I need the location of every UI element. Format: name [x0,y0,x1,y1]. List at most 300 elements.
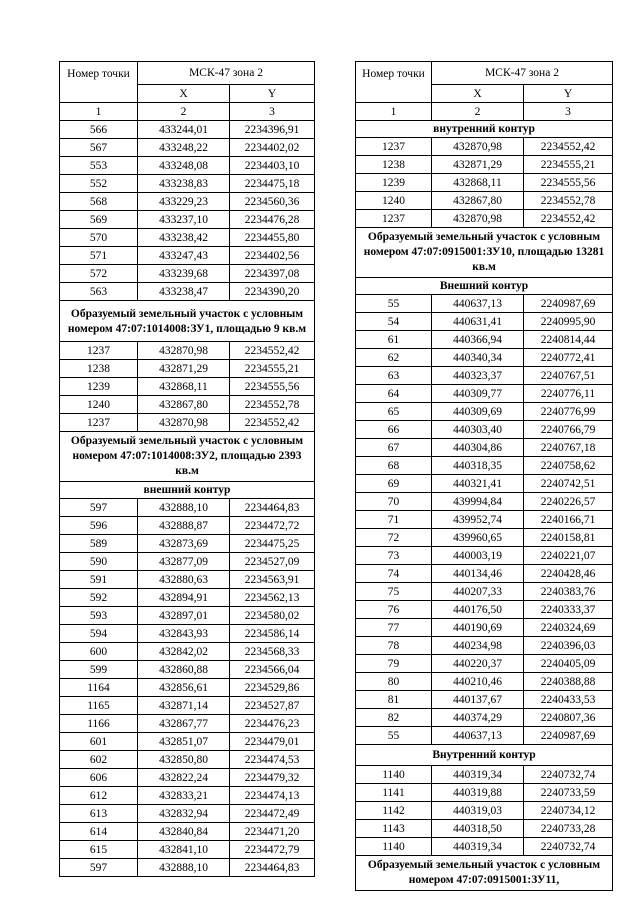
x-coordinate-cell: 432871,29 [138,360,230,378]
column-number-3: 3 [524,103,613,121]
table-row [60,193,315,211]
table-row [60,342,315,360]
y-coordinate-cell: 2234552,42 [524,210,613,228]
table-row [60,733,315,751]
x-coordinate-cell: 440323,37 [432,367,524,385]
point-number-cell: 568 [60,193,138,211]
x-header: X [432,85,524,103]
y-coordinate-cell: 2234560,36 [230,193,315,211]
point-number-cell: 606 [60,769,138,787]
x-coordinate-cell: 440637,13 [432,727,524,745]
y-coordinate-cell: 2234475,18 [230,175,315,193]
table-row [60,175,315,193]
point-number-cell: 1238 [356,156,432,174]
table-row [60,360,315,378]
y-coordinate-cell: 2240767,18 [524,439,613,457]
point-number-cell: 70 [356,493,432,511]
point-number-header: Номер точки [356,62,432,103]
point-number-cell: 1142 [356,802,432,820]
contour-heading-row [356,278,613,295]
y-coordinate-cell: 2240388,88 [524,673,613,691]
x-coordinate-cell: 439952,74 [432,511,524,529]
y-coordinate-cell: 2234580,02 [230,607,315,625]
point-number-cell: 553 [60,157,138,175]
parcel-heading-row [60,301,315,342]
table-row [356,138,613,156]
point-number-cell: 65 [356,403,432,421]
x-coordinate-cell: 440319,34 [432,838,524,856]
table-row [356,493,613,511]
x-coordinate-cell: 440137,67 [432,691,524,709]
left-table-body [60,62,315,877]
point-number-cell: 1141 [356,784,432,802]
x-coordinate-cell: 432851,07 [138,733,230,751]
coordinates-table-left [59,61,315,877]
y-coordinate-cell: 2240166,71 [524,511,613,529]
contour-heading: внутренний контур [356,121,613,138]
y-coordinate-cell: 2240226,57 [524,493,613,511]
x-coordinate-cell: 432871,14 [138,697,230,715]
x-coordinate-cell: 433238,47 [138,283,230,301]
y-coordinate-cell: 2234527,09 [230,553,315,571]
table-row [60,661,315,679]
x-coordinate-cell: 432870,98 [432,210,524,228]
parcel-heading-row [356,228,613,278]
point-number-cell: 1165 [60,697,138,715]
point-number-cell: 552 [60,175,138,193]
point-number-cell: 62 [356,349,432,367]
point-number-cell: 615 [60,841,138,859]
table-row [60,679,315,697]
column-number-2: 2 [432,103,524,121]
point-number-cell: 55 [356,295,432,313]
y-coordinate-cell: 2234563,91 [230,571,315,589]
point-number-cell: 1140 [356,766,432,784]
point-number-cell: 566 [60,121,138,139]
y-coordinate-cell: 2234527,87 [230,697,315,715]
x-coordinate-cell: 440631,41 [432,313,524,331]
y-coordinate-cell: 2240732,74 [524,838,613,856]
x-coordinate-cell: 440220,37 [432,655,524,673]
x-coordinate-cell: 432843,93 [138,625,230,643]
parcel-heading: Образуемый земельный участок с условным номером 47:07:0915001:ЗУ11, [356,856,613,891]
x-coordinate-cell: 432867,77 [138,715,230,733]
point-number-cell: 68 [356,457,432,475]
point-number-cell: 64 [356,385,432,403]
point-number-cell: 72 [356,529,432,547]
table-row [356,349,613,367]
y-coordinate-cell: 2234562,13 [230,589,315,607]
table-row [356,838,613,856]
table-row [60,211,315,229]
table-row [356,820,613,838]
table-row [356,295,613,313]
table-row [60,378,315,396]
point-number-cell: 1140 [356,838,432,856]
y-coordinate-cell: 2234568,33 [230,643,315,661]
column-number-1: 1 [60,103,138,121]
point-number-cell: 81 [356,691,432,709]
y-coordinate-cell: 2240433,53 [524,691,613,709]
x-coordinate-cell: 432841,10 [138,841,230,859]
x-coordinate-cell: 440176,50 [432,601,524,619]
y-coordinate-cell: 2240776,11 [524,385,613,403]
y-coordinate-cell: 2240766,79 [524,421,613,439]
x-coordinate-cell: 432870,98 [432,138,524,156]
x-coordinate-cell: 432871,29 [432,156,524,174]
point-number-cell: 1237 [60,414,138,432]
parcel-heading: Образуемый земельный участок с условным номером 47:07:0915001:ЗУ10, площадью 13281 кв.м [356,228,613,278]
y-coordinate-cell: 2234455,80 [230,229,315,247]
table-row [356,421,613,439]
table-row [356,619,613,637]
table-row [60,517,315,535]
point-number-cell: 1239 [356,174,432,192]
contour-heading-row [356,121,613,138]
y-coordinate-cell: 2240776,99 [524,403,613,421]
table-row [60,823,315,841]
point-number-cell: 1240 [356,192,432,210]
y-coordinate-cell: 2240324,69 [524,619,613,637]
y-coordinate-cell: 2240772,41 [524,349,613,367]
y-coordinate-cell: 2234403,10 [230,157,315,175]
y-header: Y [524,85,613,103]
column-number-2: 2 [138,103,230,121]
column-number-1: 1 [356,103,432,121]
table-row [356,709,613,727]
point-number-cell: 572 [60,265,138,283]
point-number-cell: 82 [356,709,432,727]
x-coordinate-cell: 432877,09 [138,553,230,571]
point-number-cell: 66 [356,421,432,439]
point-number-cell: 567 [60,139,138,157]
x-coordinate-cell: 440318,35 [432,457,524,475]
table-row [356,457,613,475]
point-number-cell: 590 [60,553,138,571]
y-coordinate-cell: 2240734,12 [524,802,613,820]
point-number-cell: 69 [356,475,432,493]
x-coordinate-cell: 433238,83 [138,175,230,193]
y-coordinate-cell: 2234552,42 [230,414,315,432]
x-coordinate-cell: 432832,94 [138,805,230,823]
coordinates-table-right [355,61,613,891]
contour-heading-row [60,482,315,499]
point-number-cell: 597 [60,859,138,877]
table-row [60,589,315,607]
y-coordinate-cell: 2240405,09 [524,655,613,673]
point-number-cell: 612 [60,787,138,805]
point-number-cell: 77 [356,619,432,637]
x-coordinate-cell: 432840,84 [138,823,230,841]
contour-heading: внешний контур [60,482,315,499]
table-row [60,247,315,265]
y-coordinate-cell: 2234552,42 [524,138,613,156]
column-number-3: 3 [230,103,315,121]
table-row [60,535,315,553]
table-row [356,210,613,228]
point-number-cell: 75 [356,583,432,601]
table-row [60,805,315,823]
point-number-cell: 569 [60,211,138,229]
y-coordinate-cell: 2234479,01 [230,733,315,751]
x-coordinate-cell: 432867,80 [432,192,524,210]
table-row [356,583,613,601]
x-coordinate-cell: 440340,34 [432,349,524,367]
point-number-cell: 1237 [356,138,432,156]
y-coordinate-cell: 2234476,23 [230,715,315,733]
point-number-cell: 63 [356,367,432,385]
y-coordinate-cell: 2240758,62 [524,457,613,475]
table-row [356,601,613,619]
point-number-cell: 74 [356,565,432,583]
table-row [356,802,613,820]
x-coordinate-cell: 432867,80 [138,396,230,414]
y-coordinate-cell: 2234474,13 [230,787,315,805]
table-row [60,414,315,432]
table-row [356,403,613,421]
y-coordinate-cell: 2234397,08 [230,265,315,283]
table-row [356,511,613,529]
y-coordinate-cell: 2234472,49 [230,805,315,823]
y-coordinate-cell: 2240333,37 [524,601,613,619]
x-coordinate-cell: 433239,68 [138,265,230,283]
y-coordinate-cell: 2234479,32 [230,769,315,787]
y-coordinate-cell: 2234402,02 [230,139,315,157]
point-number-cell: 593 [60,607,138,625]
y-coordinate-cell: 2234555,21 [524,156,613,174]
table-row [356,331,613,349]
y-coordinate-cell: 2234555,56 [524,174,613,192]
table-row [60,643,315,661]
y-coordinate-cell: 2234472,79 [230,841,315,859]
right-table-body [356,62,613,891]
y-coordinate-cell: 2234464,83 [230,499,315,517]
y-coordinate-cell: 2240733,28 [524,820,613,838]
point-number-cell: 61 [356,331,432,349]
y-coordinate-cell: 2234471,20 [230,823,315,841]
point-number-cell: 571 [60,247,138,265]
point-number-cell: 614 [60,823,138,841]
table-row [356,673,613,691]
x-header: X [138,85,230,103]
parcel-heading: Образуемый земельный участок с условным номером 47:07:1014008:ЗУ1, площадью 9 кв.м [60,301,315,342]
x-coordinate-cell: 432850,80 [138,751,230,769]
y-coordinate-cell: 2240732,74 [524,766,613,784]
point-number-cell: 1237 [60,342,138,360]
x-coordinate-cell: 432897,01 [138,607,230,625]
table-row [356,766,613,784]
y-coordinate-cell: 2240396,03 [524,637,613,655]
y-coordinate-cell: 2234555,21 [230,360,315,378]
table-row [60,859,315,877]
y-coordinate-cell: 2234552,42 [230,342,315,360]
table-row [356,565,613,583]
x-coordinate-cell: 433229,23 [138,193,230,211]
table-row [356,727,613,745]
table-row [356,784,613,802]
point-number-cell: 563 [60,283,138,301]
x-coordinate-cell: 440134,46 [432,565,524,583]
x-coordinate-cell: 432833,21 [138,787,230,805]
y-coordinate-cell: 2240814,44 [524,331,613,349]
point-number-cell: 613 [60,805,138,823]
x-coordinate-cell: 432873,69 [138,535,230,553]
y-coordinate-cell: 2234555,56 [230,378,315,396]
point-number-cell: 601 [60,733,138,751]
point-number-cell: 73 [356,547,432,565]
y-coordinate-cell: 2240733,59 [524,784,613,802]
y-coordinate-cell: 2234566,04 [230,661,315,679]
table-row [60,265,315,283]
x-coordinate-cell: 432888,10 [138,859,230,877]
x-coordinate-cell: 440304,86 [432,439,524,457]
table-row [356,439,613,457]
point-number-cell: 1143 [356,820,432,838]
x-coordinate-cell: 440318,50 [432,820,524,838]
x-coordinate-cell: 440309,77 [432,385,524,403]
y-coordinate-cell: 2240221,07 [524,547,613,565]
x-coordinate-cell: 432842,02 [138,643,230,661]
point-number-cell: 80 [356,673,432,691]
point-number-cell: 1239 [60,378,138,396]
y-coordinate-cell: 2234475,25 [230,535,315,553]
y-coordinate-cell: 2234586,14 [230,625,315,643]
x-coordinate-cell: 439994,84 [432,493,524,511]
y-coordinate-cell: 2240428,46 [524,565,613,583]
x-coordinate-cell: 432868,11 [432,174,524,192]
y-header: Y [230,85,315,103]
y-coordinate-cell: 2234474,53 [230,751,315,769]
y-coordinate-cell: 2240987,69 [524,727,613,745]
x-coordinate-cell: 440366,94 [432,331,524,349]
x-coordinate-cell: 440374,29 [432,709,524,727]
table-row [60,571,315,589]
x-coordinate-cell: 433247,43 [138,247,230,265]
point-number-cell: 597 [60,499,138,517]
x-coordinate-cell: 440003,19 [432,547,524,565]
coordinate-system-header: МСК-47 зона 2 [432,62,613,85]
table-row [356,313,613,331]
y-coordinate-cell: 2234464,83 [230,859,315,877]
table-row [60,229,315,247]
x-coordinate-cell: 433244,01 [138,121,230,139]
point-number-cell: 55 [356,727,432,745]
x-coordinate-cell: 440207,33 [432,583,524,601]
point-number-cell: 54 [356,313,432,331]
y-coordinate-cell: 2240807,36 [524,709,613,727]
x-coordinate-cell: 432822,24 [138,769,230,787]
point-number-cell: 1238 [60,360,138,378]
table-row [60,751,315,769]
y-coordinate-cell: 2240158,81 [524,529,613,547]
table-row [356,156,613,174]
table-row [60,625,315,643]
point-number-cell: 602 [60,751,138,769]
x-coordinate-cell: 432870,98 [138,414,230,432]
x-coordinate-cell: 433248,22 [138,139,230,157]
y-coordinate-cell: 2234472,72 [230,517,315,535]
point-number-cell: 67 [356,439,432,457]
table-row [356,385,613,403]
point-number-cell: 592 [60,589,138,607]
table-row [60,607,315,625]
x-coordinate-cell: 432870,98 [138,342,230,360]
y-coordinate-cell: 2240995,90 [524,313,613,331]
y-coordinate-cell: 2234552,78 [230,396,315,414]
table-row [356,192,613,210]
x-coordinate-cell: 433238,42 [138,229,230,247]
point-number-cell: 596 [60,517,138,535]
table-row [60,283,315,301]
table-row [60,157,315,175]
table-row [60,715,315,733]
y-coordinate-cell: 2240987,69 [524,295,613,313]
x-coordinate-cell: 440309,69 [432,403,524,421]
x-coordinate-cell: 440319,34 [432,766,524,784]
x-coordinate-cell: 432888,10 [138,499,230,517]
point-number-cell: 79 [356,655,432,673]
point-number-cell: 78 [356,637,432,655]
table-row [356,691,613,709]
point-number-cell: 1237 [356,210,432,228]
x-coordinate-cell: 433248,08 [138,157,230,175]
point-number-cell: 71 [356,511,432,529]
parcel-heading-row [356,856,613,891]
table-row [60,396,315,414]
x-coordinate-cell: 440637,13 [432,295,524,313]
x-coordinate-cell: 440234,98 [432,637,524,655]
point-number-cell: 1240 [60,396,138,414]
table-row [356,367,613,385]
y-coordinate-cell: 2234529,86 [230,679,315,697]
y-coordinate-cell: 2234552,78 [524,192,613,210]
y-coordinate-cell: 2240383,76 [524,583,613,601]
x-coordinate-cell: 440319,03 [432,802,524,820]
x-coordinate-cell: 432880,63 [138,571,230,589]
point-number-header: Номер точки [60,62,138,103]
x-coordinate-cell: 432860,88 [138,661,230,679]
coordinate-system-header: МСК-47 зона 2 [138,62,315,85]
parcel-heading: Образуемый земельный участок с условным номером 47:07:1014008:ЗУ2, площадью 2393 кв.м [60,432,315,482]
table-row [356,174,613,192]
table-row [60,787,315,805]
x-coordinate-cell: 440210,46 [432,673,524,691]
table-row [60,121,315,139]
table-row [356,547,613,565]
point-number-cell: 1164 [60,679,138,697]
x-coordinate-cell: 440190,69 [432,619,524,637]
x-coordinate-cell: 440319,88 [432,784,524,802]
x-coordinate-cell: 432894,91 [138,589,230,607]
contour-heading: Внутренний контур [356,745,613,766]
parcel-heading-row [60,432,315,482]
point-number-cell: 589 [60,535,138,553]
point-number-cell: 600 [60,643,138,661]
y-coordinate-cell: 2240742,51 [524,475,613,493]
point-number-cell: 591 [60,571,138,589]
table-row [60,841,315,859]
table-row [60,769,315,787]
table-row [356,475,613,493]
x-coordinate-cell: 439960,65 [432,529,524,547]
table-row [356,529,613,547]
x-coordinate-cell: 433237,10 [138,211,230,229]
y-coordinate-cell: 2234402,56 [230,247,315,265]
x-coordinate-cell: 440321,41 [432,475,524,493]
x-coordinate-cell: 432868,11 [138,378,230,396]
contour-heading-row [356,745,613,766]
x-coordinate-cell: 432888,87 [138,517,230,535]
